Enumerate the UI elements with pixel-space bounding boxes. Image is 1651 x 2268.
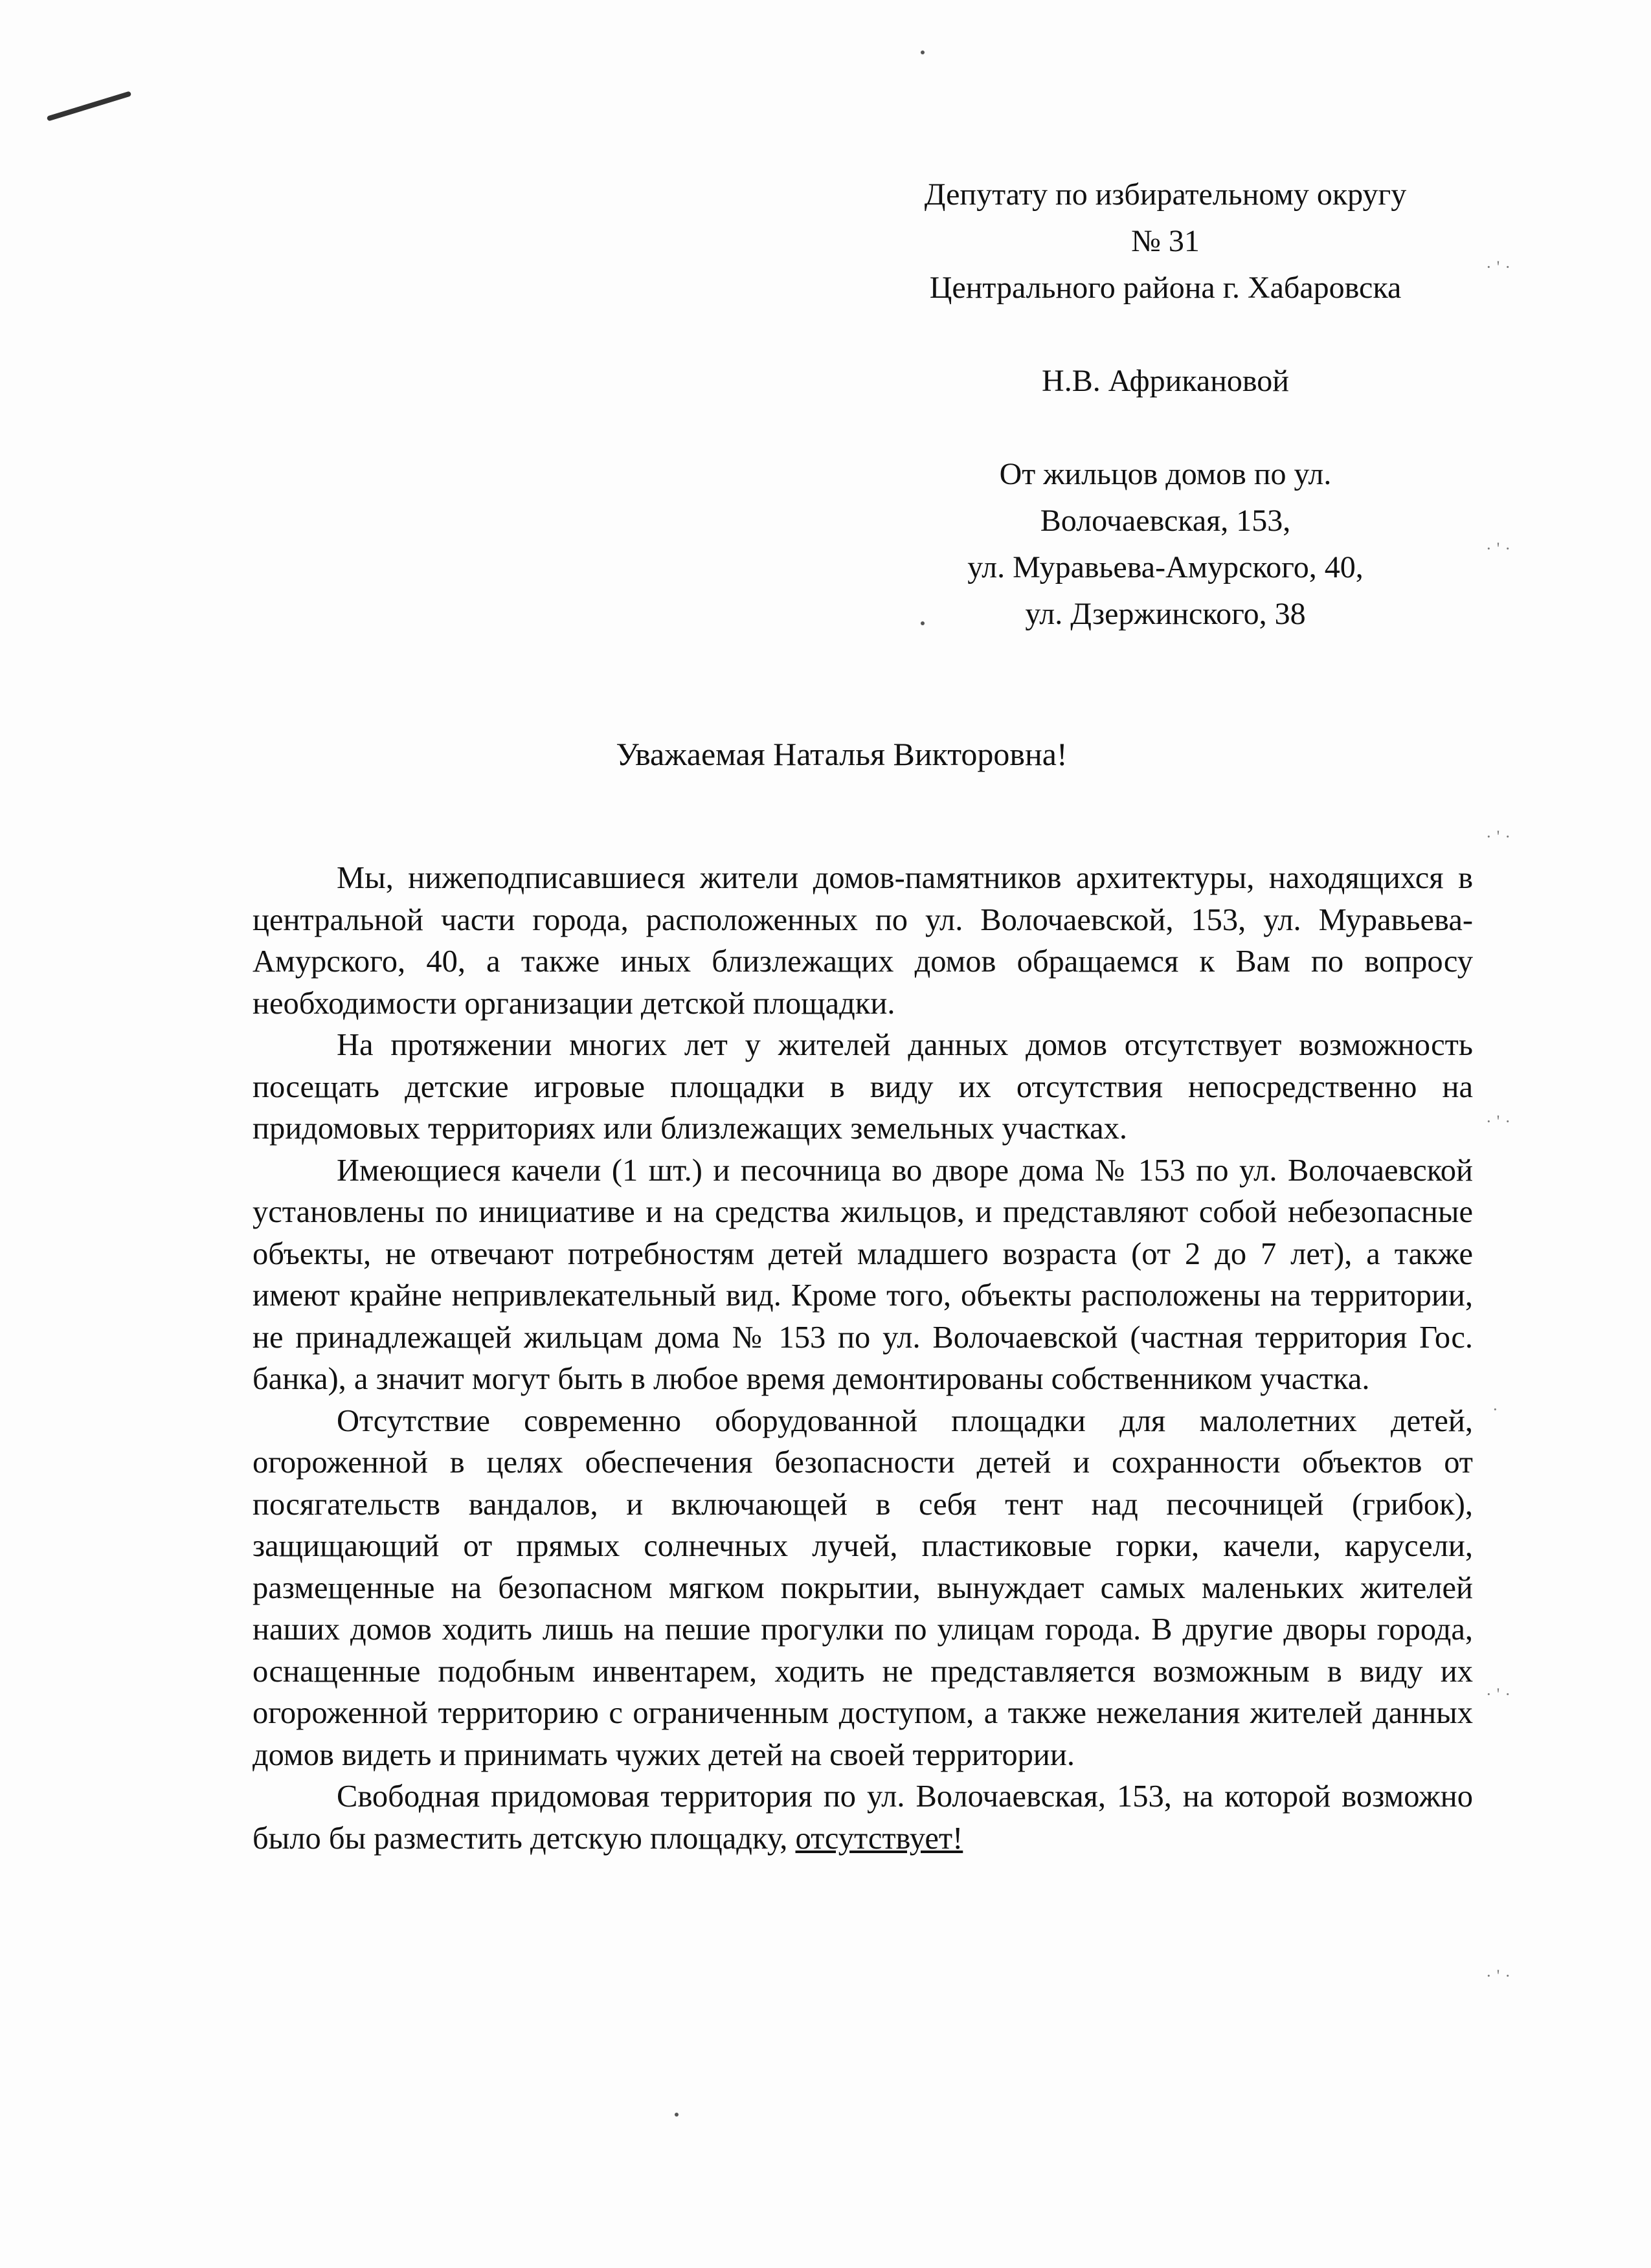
scan-speck: ·'·	[1486, 1966, 1516, 1985]
sender-line-2: Волочаевская, 153,	[1040, 504, 1291, 538]
paragraph: Имеющиеся качели (1 шт.) и песочница во дворе дома № 153 по ул. Волочаевской установлены по инициативе и на средства жильцов, и представляют собой небезопасные объекты, не отвечают потребностям детей младшего возраста (от 2 до 7 лет), а также имеют крайне непривлекательный вид. Кроме того, объекты расположены на территории, не принадлежащей жильцам дома № 153 по ул. Волочаевской (частная территория Гос. банка), а значит могут быть в любое время демонтированы собственником участка.	[253, 1153, 1473, 1396]
closing-paragraph	[253, 1776, 1473, 1860]
scan-speck: ·	[1492, 1400, 1503, 1419]
letter-header	[842, 172, 1489, 638]
sender-line-1: От жильцов домов по ул.	[999, 457, 1332, 491]
scan-speck: ·'·	[1486, 539, 1516, 558]
addressee-line-1: Депутату по избирательному округу	[924, 177, 1407, 212]
letter-body	[253, 858, 1473, 1860]
addressee-name: Н.В. Африкановой	[1042, 364, 1289, 398]
scan-speck: ·'·	[1486, 1112, 1516, 1131]
scan-speck	[675, 2113, 679, 2117]
greeting: Уважаемая Наталья Викторовна!	[616, 736, 1068, 772]
header-spacer	[842, 405, 1489, 451]
scan-speck: ·'·	[1486, 827, 1516, 846]
emphasized-word: отсутствует!	[795, 1821, 963, 1856]
pen-stroke-mark	[47, 91, 131, 121]
scan-speck	[921, 50, 925, 54]
sender-line-3: ул. Муравьева-Амурского, 40,	[967, 550, 1364, 584]
addressee-line-3: Центрального района г. Хабаровска	[929, 271, 1402, 305]
scan-speck: ·'·	[1486, 1685, 1516, 1704]
paragraph: Мы, нижеподписавшиеся жители домов-памятников архитектуры, находящихся в центральной части города, расположенных по ул. Волочаевской, 153, ул. Муравьева-Амурского, 40, а также иных близлежащих домов обращаемся к Вам по вопросу необходимости организации детской площадки.	[253, 861, 1473, 1021]
addressee-line-2: № 31	[1131, 224, 1200, 258]
paragraph: Отсутствие современно оборудованной площадки для малолетних детей, огороженной в целях обеспечения безопасности детей и сохранности объектов от посягательств вандалов, и включающей в себя тент над песочницей (грибок), защищающий от прямых солнечных лучей, пластиковые горки, качели, карусели, размещенные на безопасном мягком покрытии, вынуждает самых маленьких жителей наших домов ходить лишь на пешие прогулки по улицам города. В другие дворы города, оснащенные подобным инвентарем, ходить не представляется возможным в виду их огороженной территорию с ограниченным доступом, а также нежелания жителей данных домов видеть и принимать чужих детей на своей территории.	[253, 1403, 1473, 1772]
header-spacer	[842, 311, 1489, 358]
sender-line-4: ул. Дзержинского, 38	[1025, 597, 1306, 631]
scan-speck: ·'·	[1486, 258, 1516, 276]
closing-paragraph-text: Свободная придомовая территория по ул. Волочаевская, 153, на которой возможно было бы разместить детскую площадку,	[253, 1779, 1473, 1856]
paragraph: На протяжении многих лет у жителей данных домов отсутствует возможность посещать детские игровые площадки в виду их отсутствия непосредственно на придомовых территориях или близлежащих земельных участках.	[253, 1028, 1473, 1146]
